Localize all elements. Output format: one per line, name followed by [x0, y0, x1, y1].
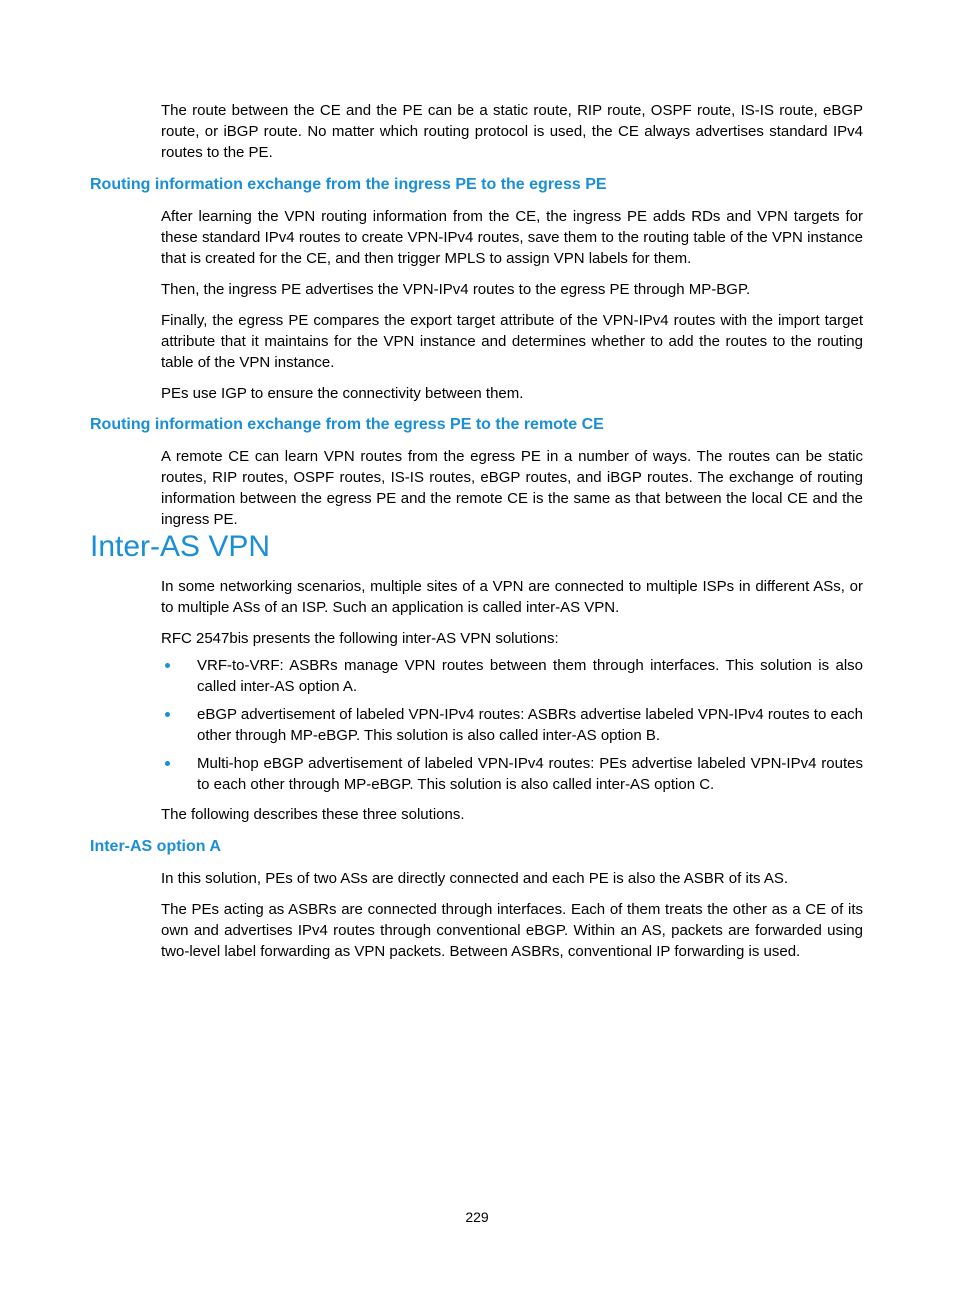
option-a-paragraph-1: In this solution, PEs of two ASs are directly connected and each PE is also the ASBR of its AS.: [161, 870, 789, 887]
ingress-paragraph-2: Then, the ingress PE advertises the VPN-IPv4 routes to the egress PE through MP-BGP.: [161, 281, 751, 298]
intro-paragraph: The route between the CE and the PE can be a static route, RIP route, OSPF route, IS-IS route, eBGP route, or iBGP route. No matter which routing protocol is used, the CE always advertises standard IPv4 routes to the PE.: [161, 102, 863, 161]
bullet-icon: [165, 663, 170, 668]
list-item-text: Multi-hop eBGP advertisement of labeled VPN-IPv4 routes: PEs advertise labeled VPN-IPv4 routes to each other through MP-eBGP. This solution is also called inter-AS option C.: [197, 755, 863, 793]
inter-as-paragraph-2: RFC 2547bis presents the following inter-AS VPN solutions:: [161, 630, 559, 647]
heading-option-a: Inter-AS option A: [90, 838, 221, 855]
section-title-inter-as-vpn: Inter-AS VPN: [90, 530, 271, 563]
inter-as-paragraph-1: In some networking scenarios, multiple sites of a VPN are connected to multiple ISPs in different ASs, or to multiple ASs of an ISP. Such an application is called inter-AS VPN.: [161, 578, 863, 616]
list-item-text: eBGP advertisement of labeled VPN-IPv4 routes: ASBRs advertise labeled VPN-IPv4 routes to each other through MP-eBGP. This solution is also called inter-AS option B.: [197, 706, 863, 744]
inter-as-paragraph-3: The following describes these three solutions.: [161, 806, 465, 823]
list-item-text: VRF-to-VRF: ASBRs manage VPN routes between them through interfaces. This solution is also called inter-AS option A.: [197, 657, 863, 695]
list-item: [161, 655, 863, 697]
egress-paragraph-1: A remote CE can learn VPN routes from the egress PE in a number of ways. The routes can be static routes, RIP routes, OSPF routes, IS-IS routes, eBGP routes, and iBGP routes. The exchange of routing information between the egress PE and the remote CE is the same as that between the local CE and the ingress PE.: [161, 448, 863, 528]
page-number: 229: [465, 1209, 489, 1225]
ingress-paragraph-1: After learning the VPN routing information from the CE, the ingress PE adds RDs and VPN targets for these standard IPv4 routes to create VPN-IPv4 routes, save them to the routing table of the VPN instance that is created for the CE, and then trigger MPLS to assign VPN labels for them.: [161, 208, 863, 267]
solutions-list: [161, 655, 863, 795]
list-item: [161, 704, 863, 746]
option-a-paragraph-2: The PEs acting as ASBRs are connected through interfaces. Each of them treats the other as a CE of its own and advertises IPv4 routes through conventional eBGP. Within an AS, packets are forwarded using two-level label forwarding as VPN packets. Between ASBRs, conventional IP forwarding is used.: [161, 901, 863, 960]
ingress-paragraph-4: PEs use IGP to ensure the connectivity between them.: [161, 385, 524, 402]
bullet-icon: [165, 712, 170, 717]
ingress-paragraph-3: Finally, the egress PE compares the export target attribute of the VPN-IPv4 routes with the import target attribute that it maintains for the VPN instance and determines whether to add the routes to the routing table of the VPN instance.: [161, 312, 863, 371]
heading-egress-to-remote: Routing information exchange from the egress PE to the remote CE: [90, 416, 604, 433]
list-item: [161, 753, 863, 795]
heading-ingress-to-egress: Routing information exchange from the ingress PE to the egress PE: [90, 176, 607, 193]
bullet-icon: [165, 761, 170, 766]
